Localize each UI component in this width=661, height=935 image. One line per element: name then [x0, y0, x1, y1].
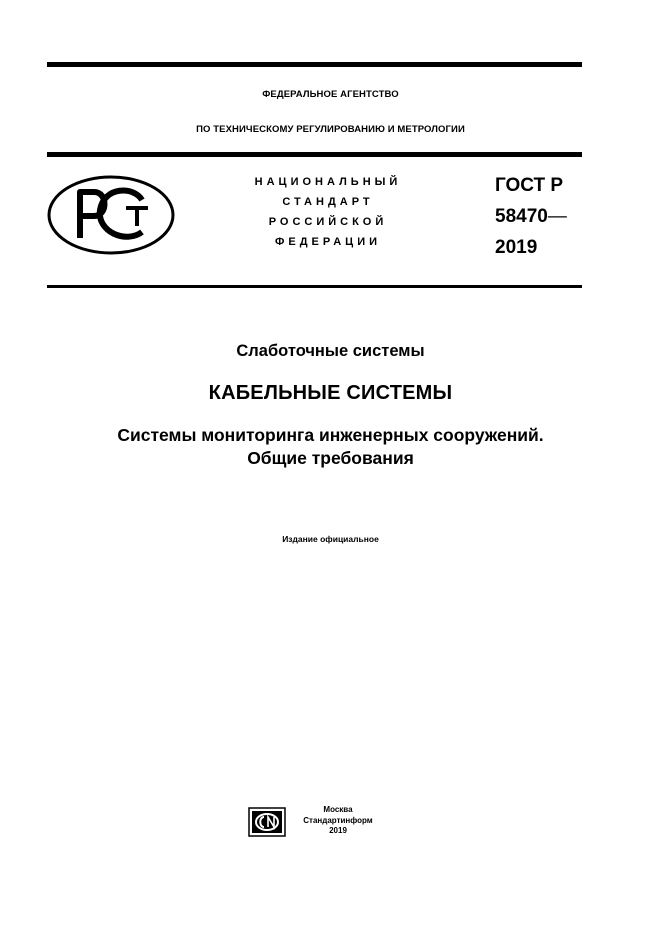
edition-note: Издание официальное: [282, 534, 379, 544]
publisher-city: Москва: [323, 805, 353, 814]
standard-prefix: ГОСТ Р: [495, 175, 564, 196]
subtitle-line-1: Системы мониторинга инженерных сооружений.: [117, 425, 544, 445]
middle-rule: [47, 152, 582, 157]
publisher-block: [288, 805, 388, 837]
national-standard-line-2: СТАНДАРТ: [282, 196, 374, 208]
document-title: КАБЕЛЬНЫЕ СИСТЕМЫ: [208, 382, 453, 404]
top-rule: [47, 62, 582, 67]
document-subtitle: [0, 424, 661, 470]
gost-r-certification-mark-icon: [46, 174, 176, 256]
national-standard-line-4: ФЕДЕРАЦИИ: [274, 236, 382, 248]
publisher-year: 2019: [329, 826, 347, 835]
national-standard-line-3: РОССИЙСКОЙ: [268, 216, 388, 228]
standartinform-logo-icon: [248, 807, 286, 837]
national-standard-block: [228, 172, 428, 252]
standard-number-line: [495, 201, 567, 232]
bottom-rule: [47, 285, 582, 288]
standard-designation: [495, 170, 567, 263]
document-subject: Слаботочные системы: [236, 342, 425, 360]
agency-line-1: ФЕДЕРАЛЬНОЕ АГЕНТСТВО: [262, 89, 399, 100]
standard-dash: —: [547, 206, 567, 227]
publisher-name: Стандартинформ: [303, 815, 373, 825]
subtitle-line-2: Общие требования: [247, 448, 414, 468]
national-standard-line-1: НАЦИОНАЛЬНЫЙ: [254, 176, 402, 188]
agency-line-2: ПО ТЕХНИЧЕСКОМУ РЕГУЛИРОВАНИЮ И МЕТРОЛОГИИ: [196, 124, 465, 135]
standard-year: 2019: [495, 237, 538, 258]
standard-number: 58470: [495, 206, 548, 227]
